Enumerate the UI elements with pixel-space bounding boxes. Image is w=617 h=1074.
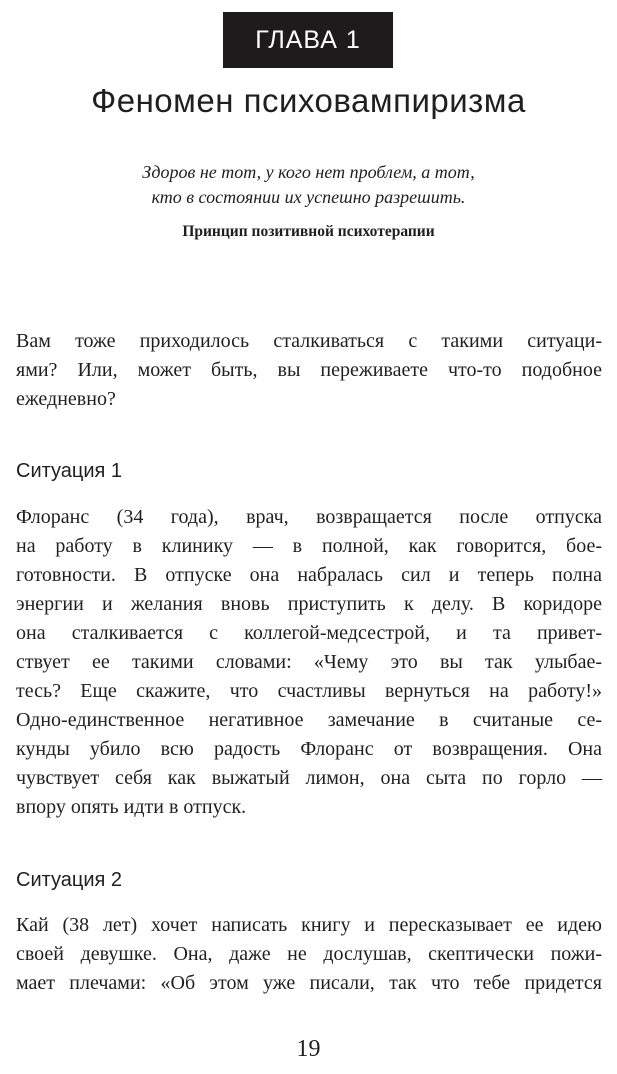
epigraph-source: Принцип позитивной психотерапии — [182, 223, 435, 240]
page-number: 19 — [296, 1036, 321, 1062]
text-line: Одно-единственное негативное замечание в считаные се- — [16, 709, 602, 731]
text-line: Кай (38 лет) хочет написать книгу и пересказывает ее идею — [16, 914, 602, 936]
epigraph-line: кто в состоянии их успешно разрешить. — [151, 187, 466, 207]
text-line: ями? Или, может быть, вы переживаете что-то подобное — [16, 359, 602, 381]
chapter-label: ГЛАВА 1 — [255, 25, 361, 54]
text-line: ствует ее такими словами: «Чему это вы так улыбае- — [16, 651, 602, 673]
text-line: мает плечами: «Об этом уже писали, так что тебе придется — [16, 972, 602, 994]
epigraph — [0, 160, 617, 241]
text-line: энергии и желания вновь приступить к делу. В коридоре — [16, 593, 602, 615]
situation-1-paragraph — [16, 503, 602, 822]
situation-1-heading: Ситуация 1 — [16, 460, 123, 482]
text-line: ежедневно? — [16, 388, 116, 410]
text-line: она сталкивается с коллегой-медсестрой, и та привет- — [16, 622, 602, 644]
epigraph-line: Здоров не тот, у кого нет проблем, а тот, — [142, 162, 475, 182]
text-line: Флоранс (34 года), врач, возвращается после отпуска — [16, 506, 602, 528]
text-line: впору опять идти в отпуск. — [16, 796, 247, 818]
text-line: Вам тоже приходилось сталкиваться с такими ситуаци- — [16, 330, 602, 352]
text-line: чувствует себя как выжатый лимон, она сыта по горло — — [16, 767, 602, 789]
chapter-title: Феномен психовампиризма — [91, 82, 526, 119]
chapter-label-box — [223, 12, 393, 68]
situation-2-heading: Ситуация 2 — [16, 869, 123, 891]
epigraph-quote — [0, 160, 617, 210]
text-line: своей девушке. Она, даже не дослушав, скептически пожи- — [16, 943, 602, 965]
text-line: кунды убило всю радость Флоранс от возвращения. Она — [16, 738, 602, 760]
intro-paragraph — [16, 327, 602, 414]
text-line: на работу в клинику — в полной, как говорится, бое- — [16, 535, 602, 557]
text-line: тесь? Еще скажите, что счастливы вернуться на работу!» — [16, 680, 602, 702]
text-line: готовности. В отпуске она набралась сил и теперь полна — [16, 564, 602, 586]
situation-2-paragraph — [16, 911, 602, 998]
